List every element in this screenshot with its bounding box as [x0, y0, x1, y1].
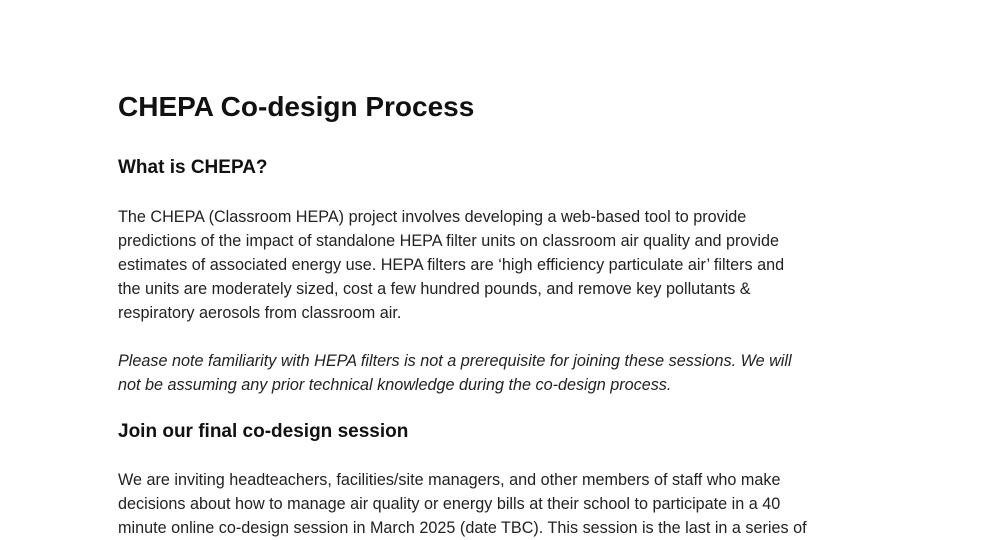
note-line: Please note familiarity with HEPA filters is not a prerequisite for joining these sessions. We will: [118, 352, 792, 370]
invite-paragraph: [118, 468, 888, 540]
note-line: not be assuming any prior technical knowledge during the co-design process.: [118, 376, 672, 394]
intro-line: The CHEPA (Classroom HEPA) project involves developing a web-based tool to provide: [118, 208, 747, 226]
invite-line: We are inviting headteachers, facilities/site managers, and other members of staff who make: [118, 471, 781, 489]
document-title: CHEPA Co-design Process: [118, 91, 475, 122]
intro-line: predictions of the impact of standalone HEPA filter units on classroom air quality and provide: [118, 232, 780, 250]
note-paragraph: [118, 349, 888, 397]
heading-join-session: Join our final co-design session: [118, 421, 409, 442]
intro-line: the units are moderately sized, cost a few hundred pounds, and remove key pollutants &: [118, 280, 751, 298]
intro-line: estimates of associated energy use. HEPA filters are ‘high efficiency particulate air’ filters and: [118, 256, 785, 274]
intro-paragraph: [118, 205, 888, 325]
invite-line: minute online co-design session in March 2025 (date TBC). This session is the last in a series of: [118, 519, 807, 537]
heading-what-is-chepa: What is CHEPA?: [118, 157, 268, 178]
invite-line: decisions about how to manage air quality or energy bills at their school to participate in a 40: [118, 495, 781, 513]
intro-line: respiratory aerosols from classroom air.: [118, 304, 402, 322]
document-body: [118, 88, 888, 540]
